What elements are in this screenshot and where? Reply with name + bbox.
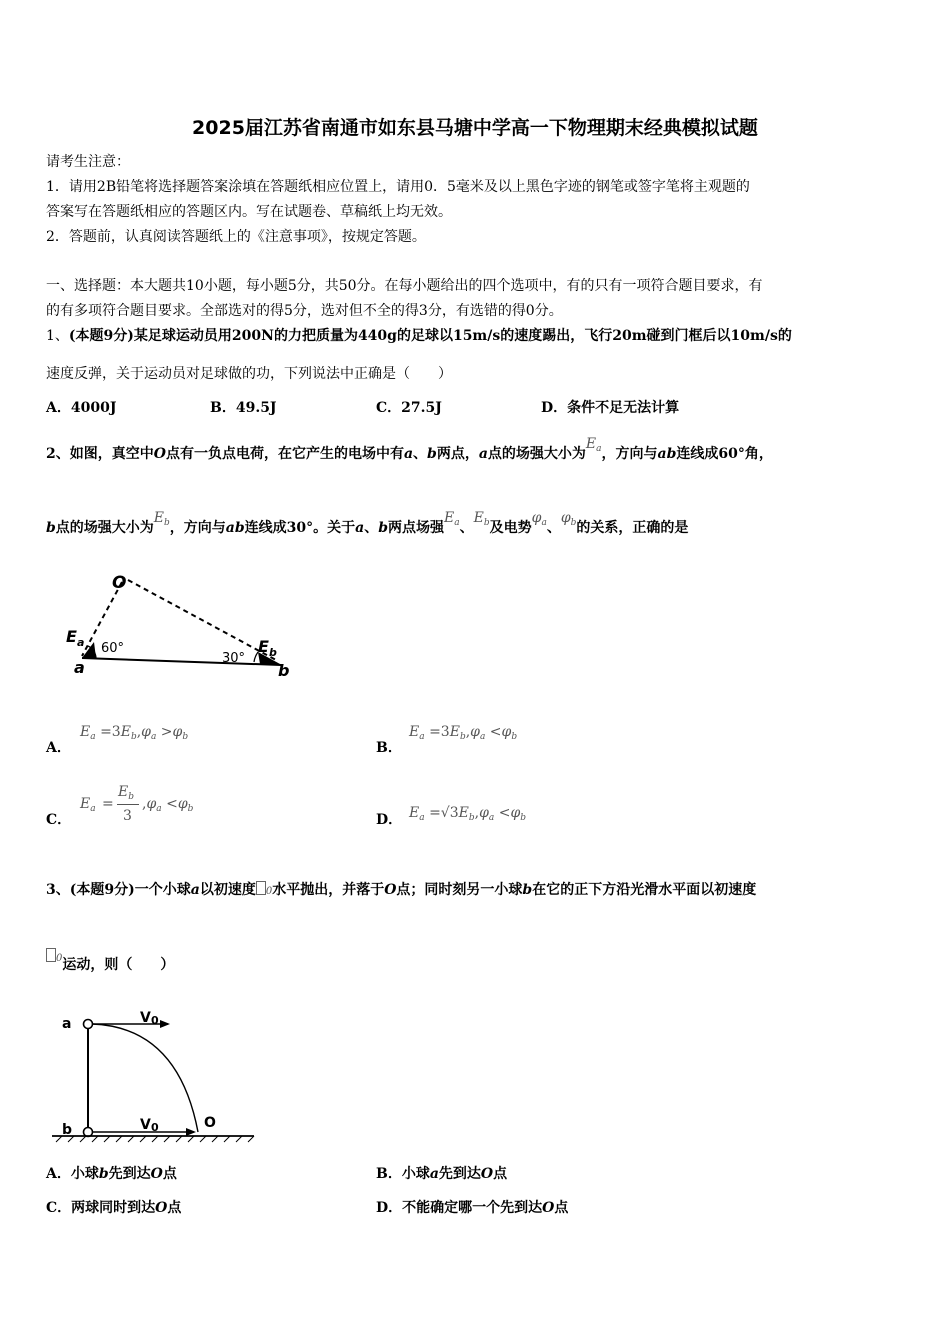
q2-option-a-formula: $E_a =3E_b,\varphi_a >\varphi_b$ xyxy=(80,724,189,742)
q1-line-2: 速度反弹，关于运动员对足球做的功，下列说法中正确是（ ） xyxy=(46,366,452,382)
q2-field-diagram xyxy=(46,560,296,690)
q1-option-c: C．27.5J xyxy=(376,400,442,416)
fig-label-Ea: E xyxy=(66,627,77,646)
q3-option-c: C．两球同时到达O点 xyxy=(46,1200,182,1216)
notice-line-3: 2．答题前，认真阅读答题纸上的《注意事项》，按规定答题。 xyxy=(46,229,426,245)
section-line-1: 一、选择题：本大题共10小题，每小题5分，共50分。在每小题给出的四个选项中，有的只有一项符合题目要求，有 xyxy=(46,278,763,294)
fig-label-v-top-sub: 0 xyxy=(151,1014,159,1027)
fig-label-Eb: E xyxy=(258,637,269,656)
q2-line-1: 2、如图，真空中O点有一负点电荷，在它产生的电场中有a、b两点，a点的场强大小为$E_a$，方向与ab连线成60°角， xyxy=(46,436,773,462)
q3-line-1: 3、(本题9分)一个小球a以初速度 0水平抛出，并落于O点；同时刻另一小球b在它的正下方沿光滑水平面以初速度 xyxy=(46,882,757,898)
v0-placeholder-icon xyxy=(46,948,56,962)
fig-label-a: a xyxy=(62,1016,72,1032)
q1-option-a: A．4000J xyxy=(46,400,117,416)
notice-line-1: 1．请用2B铅笔将选择题答案涂填在答题纸相应位置上，请用0．5毫米及以上黑色字迹的钢笔或签字笔将主观题的 xyxy=(46,179,750,195)
notice-heading: 请考生注意： xyxy=(46,154,130,170)
q2-option-b-label: B． xyxy=(376,740,402,756)
q3-option-d: D．不能确定哪一个先到达O点 xyxy=(376,1200,569,1216)
fig-label-b: b xyxy=(278,661,290,680)
fig-label-O: O xyxy=(112,573,127,593)
q2-option-d-label: D． xyxy=(376,812,403,828)
page-title: 2025届江苏省南通市如东县马塘中学高一下物理期末经典模拟试题 xyxy=(192,117,758,139)
q3-line-2: $^0$运动，则（ ） xyxy=(46,955,174,977)
q2-option-d-formula: $E_a =√3E_b,\varphi_a <\varphi_b$ xyxy=(409,805,527,823)
fig-label-Ea-sub: a xyxy=(77,636,85,649)
q2-option-b-formula: $E_a =3E_b,\varphi_a <\varphi_b$ xyxy=(409,724,518,742)
fig-label-v-bottom: V xyxy=(140,1117,151,1133)
fig-label-v-bottom-sub: 0 xyxy=(151,1121,159,1134)
q2-option-c-label: C． xyxy=(46,812,72,828)
notice-line-2: 答案写在答题纸相应的答题区内。写在试题卷、草稿纸上均无效。 xyxy=(46,204,452,220)
v0-placeholder-icon xyxy=(256,881,266,895)
q1-line-1: 1、(本题9分)某足球运动员用200N的力把质量为440g的足球以15m/s的速度踢出，飞行20m碰到门框后以10m/s的 xyxy=(46,328,792,344)
q2-option-a-label: A． xyxy=(46,740,71,756)
q3-option-a: A．小球b先到达O点 xyxy=(46,1166,177,1182)
q3-option-b: B．小球a先到达O点 xyxy=(376,1166,508,1182)
section-line-2: 的有多项符合题目要求。全部选对的得5分，选对但不全的得3分，有选错的得0分。 xyxy=(46,303,563,319)
fig-label-b: b xyxy=(62,1122,73,1138)
fig-label-Eb-sub: b xyxy=(269,646,277,659)
fig-label-a: a xyxy=(74,658,85,677)
fig-label-O: O xyxy=(204,1115,216,1131)
q2-line-2: b点的场强大小为$E_b$，方向与ab连线成30°。关于a、b两点场强$E_a$、$E_b$及电势$\varphi_a$、$\varphi_b$的关系，正确的是 xyxy=(46,510,689,536)
fig-angle-30: 30° xyxy=(222,651,246,666)
fig-angle-60: 60° xyxy=(101,641,125,656)
q3-projectile-diagram xyxy=(46,1005,260,1145)
fig-label-v-top: V xyxy=(140,1010,151,1026)
q1-option-d: D．条件不足无法计算 xyxy=(541,400,680,416)
q1-option-b: B．49.5J xyxy=(210,400,277,416)
